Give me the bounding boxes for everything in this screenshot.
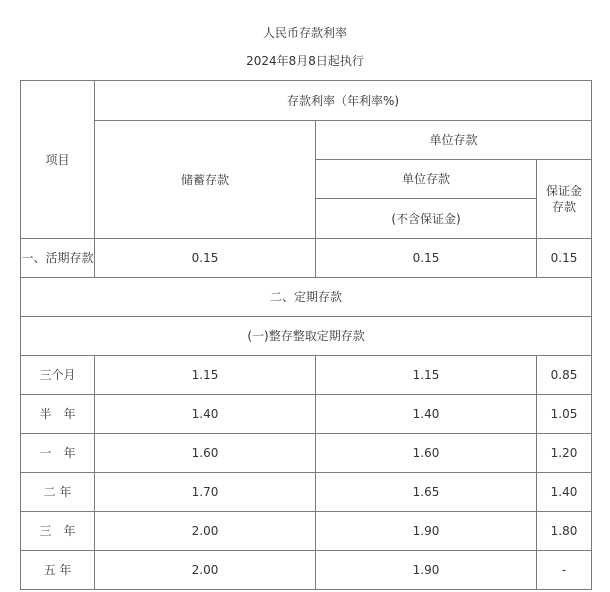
corporate-rate: 1.40 [316, 395, 537, 434]
table-row [21, 434, 592, 473]
term-label: 五 年 [21, 551, 95, 590]
demand-corporate-rate: 0.15 [316, 239, 537, 278]
table-row [21, 512, 592, 551]
savings-rate: 1.70 [95, 473, 316, 512]
demand-deposit-row [21, 239, 592, 278]
margin-header [537, 160, 592, 239]
margin-rate: 0.85 [537, 356, 592, 395]
table-row [21, 356, 592, 395]
term-label: 一 年 [21, 434, 95, 473]
demand-savings-rate: 0.15 [95, 239, 316, 278]
lump-sum-label: (一)整存整取定期存款 [21, 317, 592, 356]
savings-rate: 2.00 [95, 551, 316, 590]
corporate-header: 单位存款 [316, 121, 592, 160]
table-row [21, 551, 592, 590]
term-label: 半 年 [21, 395, 95, 434]
corporate-rate: 1.90 [316, 512, 537, 551]
header-row-1 [21, 81, 592, 121]
header-row-2 [21, 121, 592, 160]
margin-rate: - [537, 551, 592, 590]
corporate-sub-header: 单位存款 [316, 160, 537, 199]
margin-rate: 1.80 [537, 512, 592, 551]
demand-deposit-label: 一、活期存款 [21, 239, 95, 278]
corporate-rate: 1.60 [316, 434, 537, 473]
table-row [21, 473, 592, 512]
time-deposit-section-row [21, 278, 592, 317]
margin-header-label: 保证金存款 [546, 184, 583, 214]
page-title: 人民币存款利率 [262, 26, 347, 40]
corporate-rate: 1.15 [316, 356, 537, 395]
savings-rate: 2.00 [95, 512, 316, 551]
deposit-rate-header: 存款利率（年利率%) [95, 81, 592, 121]
demand-margin-rate: 0.15 [537, 239, 592, 278]
lump-sum-section-row [21, 317, 592, 356]
table-row [21, 395, 592, 434]
margin-rate: 1.40 [537, 473, 592, 512]
margin-rate: 1.20 [537, 434, 592, 473]
corporate-rate: 1.65 [316, 473, 537, 512]
term-label: 二 年 [21, 473, 95, 512]
term-label: 三个月 [21, 356, 95, 395]
savings-rate: 1.40 [95, 395, 316, 434]
corporate-rate: 1.90 [316, 551, 537, 590]
term-label: 三 年 [21, 512, 95, 551]
savings-rate: 1.15 [95, 356, 316, 395]
margin-rate: 1.05 [537, 395, 592, 434]
item-header: 项目 [21, 81, 95, 239]
corporate-sub-note: (不含保证金) [316, 199, 537, 239]
deposit-rate-table [20, 80, 592, 590]
savings-rate: 1.60 [95, 434, 316, 473]
time-deposit-label: 二、定期存款 [21, 278, 592, 317]
savings-header: 储蓄存款 [95, 121, 316, 239]
effective-date: 2024年8月8日起执行 [246, 54, 364, 68]
